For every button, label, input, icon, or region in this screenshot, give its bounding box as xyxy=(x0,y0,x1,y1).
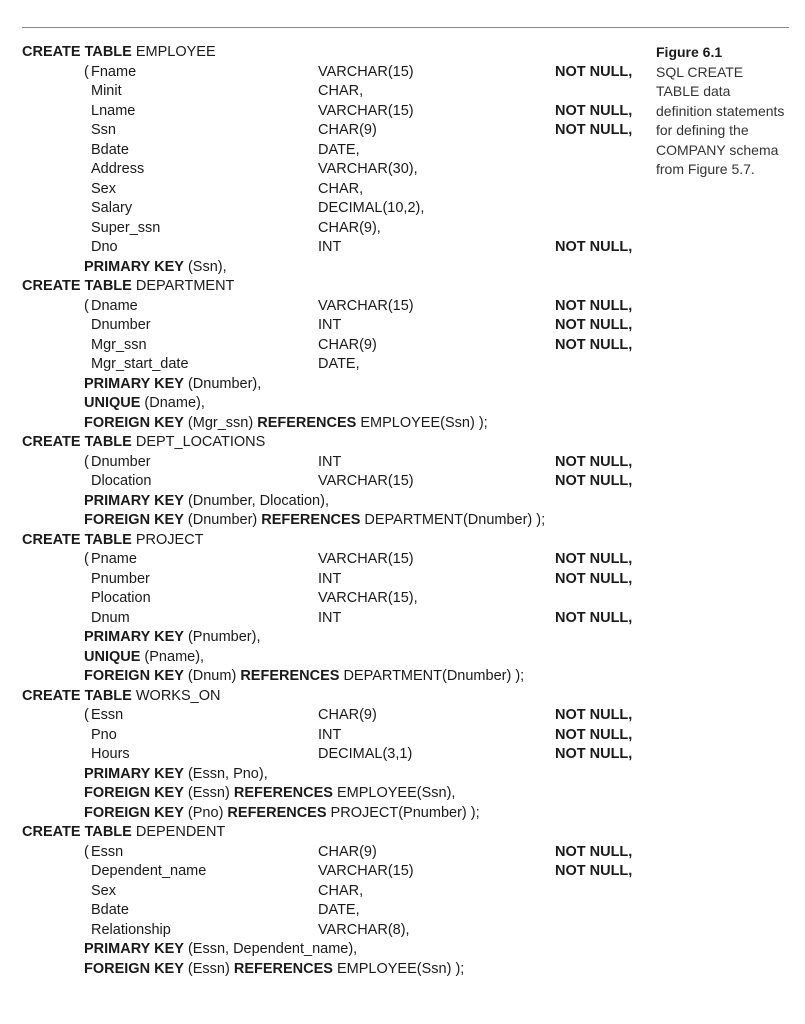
attribute-line xyxy=(0,901,650,921)
attribute-line xyxy=(0,199,650,219)
attribute-name: Hours xyxy=(91,746,130,762)
constraint-clause-line xyxy=(0,940,650,960)
attribute-line xyxy=(0,316,650,336)
table-name: DEPENDENT xyxy=(131,824,226,840)
sql-keyword: PRIMARY KEY xyxy=(84,941,184,957)
attribute-constraint: NOT NULL, xyxy=(555,317,633,333)
attribute-line xyxy=(0,550,650,570)
attribute-constraint: NOT NULL, xyxy=(555,63,633,80)
constraint-clause-line xyxy=(0,258,650,278)
constraint-clause-line xyxy=(0,960,650,980)
attribute-line xyxy=(0,882,650,902)
sql-keyword: FOREIGN KEY xyxy=(84,668,184,684)
attribute-type: VARCHAR(30), xyxy=(318,161,418,177)
table-name: WORKS_ON xyxy=(131,687,221,704)
clause-text: DEPARTMENT(Dnumber) ); xyxy=(360,512,546,528)
attribute-type: CHAR(9) xyxy=(318,707,377,723)
open-paren: ( xyxy=(84,297,89,314)
open-paren: ( xyxy=(84,453,89,470)
attribute-line xyxy=(0,160,650,180)
attribute-constraint: NOT NULL, xyxy=(555,570,633,587)
clause-text: (Essn) xyxy=(183,960,234,977)
caption-line: COMPANY schema xyxy=(656,141,779,158)
attribute-name: Dnumber xyxy=(91,317,151,333)
attribute-type: INT xyxy=(318,317,342,333)
attribute-type: DATE, xyxy=(318,902,360,918)
attribute-line xyxy=(0,745,650,765)
clause-text: (Dnumber, Dlocation), xyxy=(183,492,329,509)
sql-keyword: FOREIGN KEY xyxy=(84,414,184,431)
sql-keyword: PRIMARY KEY xyxy=(84,375,184,392)
attribute-constraint: NOT NULL, xyxy=(555,609,633,626)
clause-text: EMPLOYEE(Ssn) ); xyxy=(356,414,488,431)
constraint-clause-line xyxy=(0,492,650,512)
sql-keyword: FOREIGN KEY xyxy=(84,804,184,821)
attribute-type: INT xyxy=(318,570,342,587)
attribute-line xyxy=(0,726,650,746)
sql-keyword: FOREIGN KEY xyxy=(84,512,184,528)
attribute-name: Dnum xyxy=(91,609,130,626)
attribute-line xyxy=(0,843,650,863)
attribute-name: Pnumber xyxy=(91,570,150,587)
attribute-type: INT xyxy=(318,453,342,470)
clause-text: EMPLOYEE(Ssn) ); xyxy=(332,960,465,977)
clause-text: PROJECT(Pnumber) ); xyxy=(326,804,480,821)
sql-keyword: REFERENCES xyxy=(257,414,357,431)
constraint-clause-line xyxy=(0,511,650,531)
attribute-type: VARCHAR(15) xyxy=(318,102,414,119)
attribute-line xyxy=(0,336,650,356)
attribute-name: Essn xyxy=(91,843,124,860)
clause-text: (Ssn), xyxy=(183,258,227,275)
attribute-name: Dnumber xyxy=(91,453,151,470)
constraint-clause-line xyxy=(0,648,650,668)
create-table-line xyxy=(0,433,650,453)
create-table-line xyxy=(0,823,650,843)
attribute-type: VARCHAR(15) xyxy=(318,63,414,80)
clause-text: (Essn, Dependent_name), xyxy=(183,941,358,957)
create-table-line xyxy=(0,43,650,63)
attribute-constraint: NOT NULL, xyxy=(555,726,633,743)
clause-text: (Essn) xyxy=(183,785,234,801)
clause-text: (Pname), xyxy=(140,648,205,665)
attribute-line xyxy=(0,238,650,258)
open-paren: ( xyxy=(84,63,89,80)
caption-line: SQL CREATE xyxy=(656,63,744,80)
attribute-type: DECIMAL(10,2), xyxy=(318,200,425,216)
sql-keyword: REFERENCES xyxy=(261,512,361,528)
clause-text: (Dname), xyxy=(140,395,205,411)
clause-text: (Dnumber) xyxy=(183,512,262,528)
attribute-constraint: NOT NULL, xyxy=(555,336,633,353)
sql-keyword: UNIQUE xyxy=(84,648,141,665)
attribute-name: Mgr_ssn xyxy=(91,336,147,353)
sql-keyword: REFERENCES xyxy=(233,785,333,801)
attribute-name: Salary xyxy=(91,200,133,216)
attribute-name: Lname xyxy=(91,102,136,119)
attribute-type: VARCHAR(15) xyxy=(318,551,414,567)
attribute-line xyxy=(0,609,650,629)
open-paren: ( xyxy=(84,707,89,723)
attribute-line xyxy=(0,141,650,161)
attribute-line xyxy=(0,82,650,102)
figure-caption xyxy=(656,43,796,180)
attribute-name: Sex xyxy=(91,180,116,197)
attribute-name: Ssn xyxy=(91,122,116,138)
attribute-constraint: NOT NULL, xyxy=(555,843,633,860)
sql-keyword: CREATE TABLE xyxy=(22,531,132,548)
constraint-clause-line xyxy=(0,784,650,804)
sql-keyword: CREATE TABLE xyxy=(22,824,132,840)
constraint-clause-line xyxy=(0,667,650,687)
sql-keyword: PRIMARY KEY xyxy=(84,258,184,275)
attribute-name: Fname xyxy=(91,63,137,80)
attribute-name: Address xyxy=(91,161,145,177)
attribute-constraint: NOT NULL, xyxy=(555,551,633,567)
attribute-constraint: NOT NULL, xyxy=(555,102,633,119)
attribute-type: INT xyxy=(318,609,342,626)
constraint-clause-line xyxy=(0,414,650,434)
attribute-line xyxy=(0,589,650,609)
attribute-name: Bdate xyxy=(91,141,129,158)
create-table-line xyxy=(0,277,650,297)
constraint-clause-line xyxy=(0,628,650,648)
attribute-type: CHAR, xyxy=(318,180,364,197)
clause-text: (Pnumber), xyxy=(183,629,261,645)
attribute-type: CHAR, xyxy=(318,882,364,899)
attribute-line xyxy=(0,355,650,375)
attribute-type: CHAR(9) xyxy=(318,336,377,353)
attribute-constraint: NOT NULL, xyxy=(555,863,633,879)
create-table-line xyxy=(0,531,650,551)
attribute-type: INT xyxy=(318,239,342,255)
attribute-name: Essn xyxy=(91,707,124,723)
caption-line: from Figure 5.7. xyxy=(656,161,755,177)
top-rule xyxy=(22,27,789,28)
attribute-name: Dependent_name xyxy=(91,863,207,879)
attribute-type: CHAR(9), xyxy=(318,219,381,236)
create-table-line xyxy=(0,687,650,707)
attribute-line xyxy=(0,862,650,882)
sql-keyword: PRIMARY KEY xyxy=(84,492,184,509)
table-name: DEPARTMENT xyxy=(131,278,235,294)
sql-keyword: REFERENCES xyxy=(233,960,333,977)
sql-keyword: CREATE TABLE xyxy=(22,278,132,294)
table-name: EMPLOYEE xyxy=(131,44,216,60)
attribute-type: VARCHAR(15) xyxy=(318,863,414,879)
sql-keyword: UNIQUE xyxy=(84,395,141,411)
attribute-line xyxy=(0,102,650,122)
attribute-type: VARCHAR(15) xyxy=(318,297,414,314)
caption-line: definition statements xyxy=(656,102,785,119)
attribute-constraint: NOT NULL, xyxy=(555,473,633,489)
clause-text: (Pno) xyxy=(183,804,228,821)
attribute-type: INT xyxy=(318,726,342,743)
attribute-name: Dlocation xyxy=(91,473,152,489)
attribute-name: Bdate xyxy=(91,902,129,918)
attribute-name: Sex xyxy=(91,882,116,899)
sql-listing xyxy=(0,43,650,979)
clause-text: (Mgr_ssn) xyxy=(183,414,258,431)
caption-line: for defining the xyxy=(656,122,749,138)
attribute-constraint: NOT NULL, xyxy=(555,746,633,762)
table-name: DEPT_LOCATIONS xyxy=(131,434,266,450)
attribute-type: VARCHAR(15), xyxy=(318,590,418,606)
attribute-line xyxy=(0,706,650,726)
sql-keyword: REFERENCES xyxy=(240,668,340,684)
attribute-constraint: NOT NULL, xyxy=(555,453,633,470)
attribute-line xyxy=(0,121,650,141)
attribute-line xyxy=(0,472,650,492)
sql-keyword: CREATE TABLE xyxy=(22,434,132,450)
figure-title: Figure 6.1 xyxy=(656,44,723,60)
attribute-type: DATE, xyxy=(318,141,360,158)
constraint-clause-line xyxy=(0,765,650,785)
constraint-clause-line xyxy=(0,375,650,395)
attribute-name: Minit xyxy=(91,83,122,99)
attribute-type: DECIMAL(3,1) xyxy=(318,746,413,762)
attribute-name: Pno xyxy=(91,726,117,743)
attribute-line xyxy=(0,570,650,590)
attribute-line xyxy=(0,921,650,941)
attribute-name: Pname xyxy=(91,551,137,567)
constraint-clause-line xyxy=(0,394,650,414)
caption-line: TABLE data xyxy=(656,83,731,99)
clause-text: (Essn, Pno), xyxy=(183,765,268,782)
sql-keyword: FOREIGN KEY xyxy=(84,960,184,977)
attribute-name: Plocation xyxy=(91,590,151,606)
attribute-name: Relationship xyxy=(91,921,171,938)
attribute-name: Super_ssn xyxy=(91,219,161,236)
attribute-type: CHAR, xyxy=(318,83,364,99)
sql-keyword: CREATE TABLE xyxy=(22,687,132,704)
attribute-name: Dno xyxy=(91,239,118,255)
sql-keyword: PRIMARY KEY xyxy=(84,629,184,645)
open-paren: ( xyxy=(84,551,89,567)
attribute-type: VARCHAR(15) xyxy=(318,473,414,489)
attribute-type: CHAR(9) xyxy=(318,843,377,860)
attribute-type: DATE, xyxy=(318,356,360,372)
sql-keyword: CREATE TABLE xyxy=(22,44,132,60)
sql-keyword: FOREIGN KEY xyxy=(84,785,184,801)
attribute-name: Dname xyxy=(91,297,138,314)
clause-text: DEPARTMENT(Dnumber) ); xyxy=(339,668,525,684)
table-name: PROJECT xyxy=(131,531,204,548)
attribute-line xyxy=(0,180,650,200)
attribute-constraint: NOT NULL, xyxy=(555,239,633,255)
attribute-line xyxy=(0,297,650,317)
attribute-line xyxy=(0,453,650,473)
attribute-line xyxy=(0,63,650,83)
constraint-clause-line xyxy=(0,804,650,824)
clause-text: EMPLOYEE(Ssn), xyxy=(332,785,456,801)
attribute-constraint: NOT NULL, xyxy=(555,707,633,723)
sql-keyword: REFERENCES xyxy=(227,804,327,821)
attribute-constraint: NOT NULL, xyxy=(555,297,633,314)
attribute-line xyxy=(0,219,650,239)
sql-keyword: PRIMARY KEY xyxy=(84,765,184,782)
clause-text: (Dnum) xyxy=(183,668,241,684)
attribute-constraint: NOT NULL, xyxy=(555,122,633,138)
open-paren: ( xyxy=(84,843,89,860)
attribute-type: CHAR(9) xyxy=(318,122,377,138)
attribute-name: Mgr_start_date xyxy=(91,356,189,372)
attribute-type: VARCHAR(8), xyxy=(318,921,410,938)
clause-text: (Dnumber), xyxy=(183,375,262,392)
